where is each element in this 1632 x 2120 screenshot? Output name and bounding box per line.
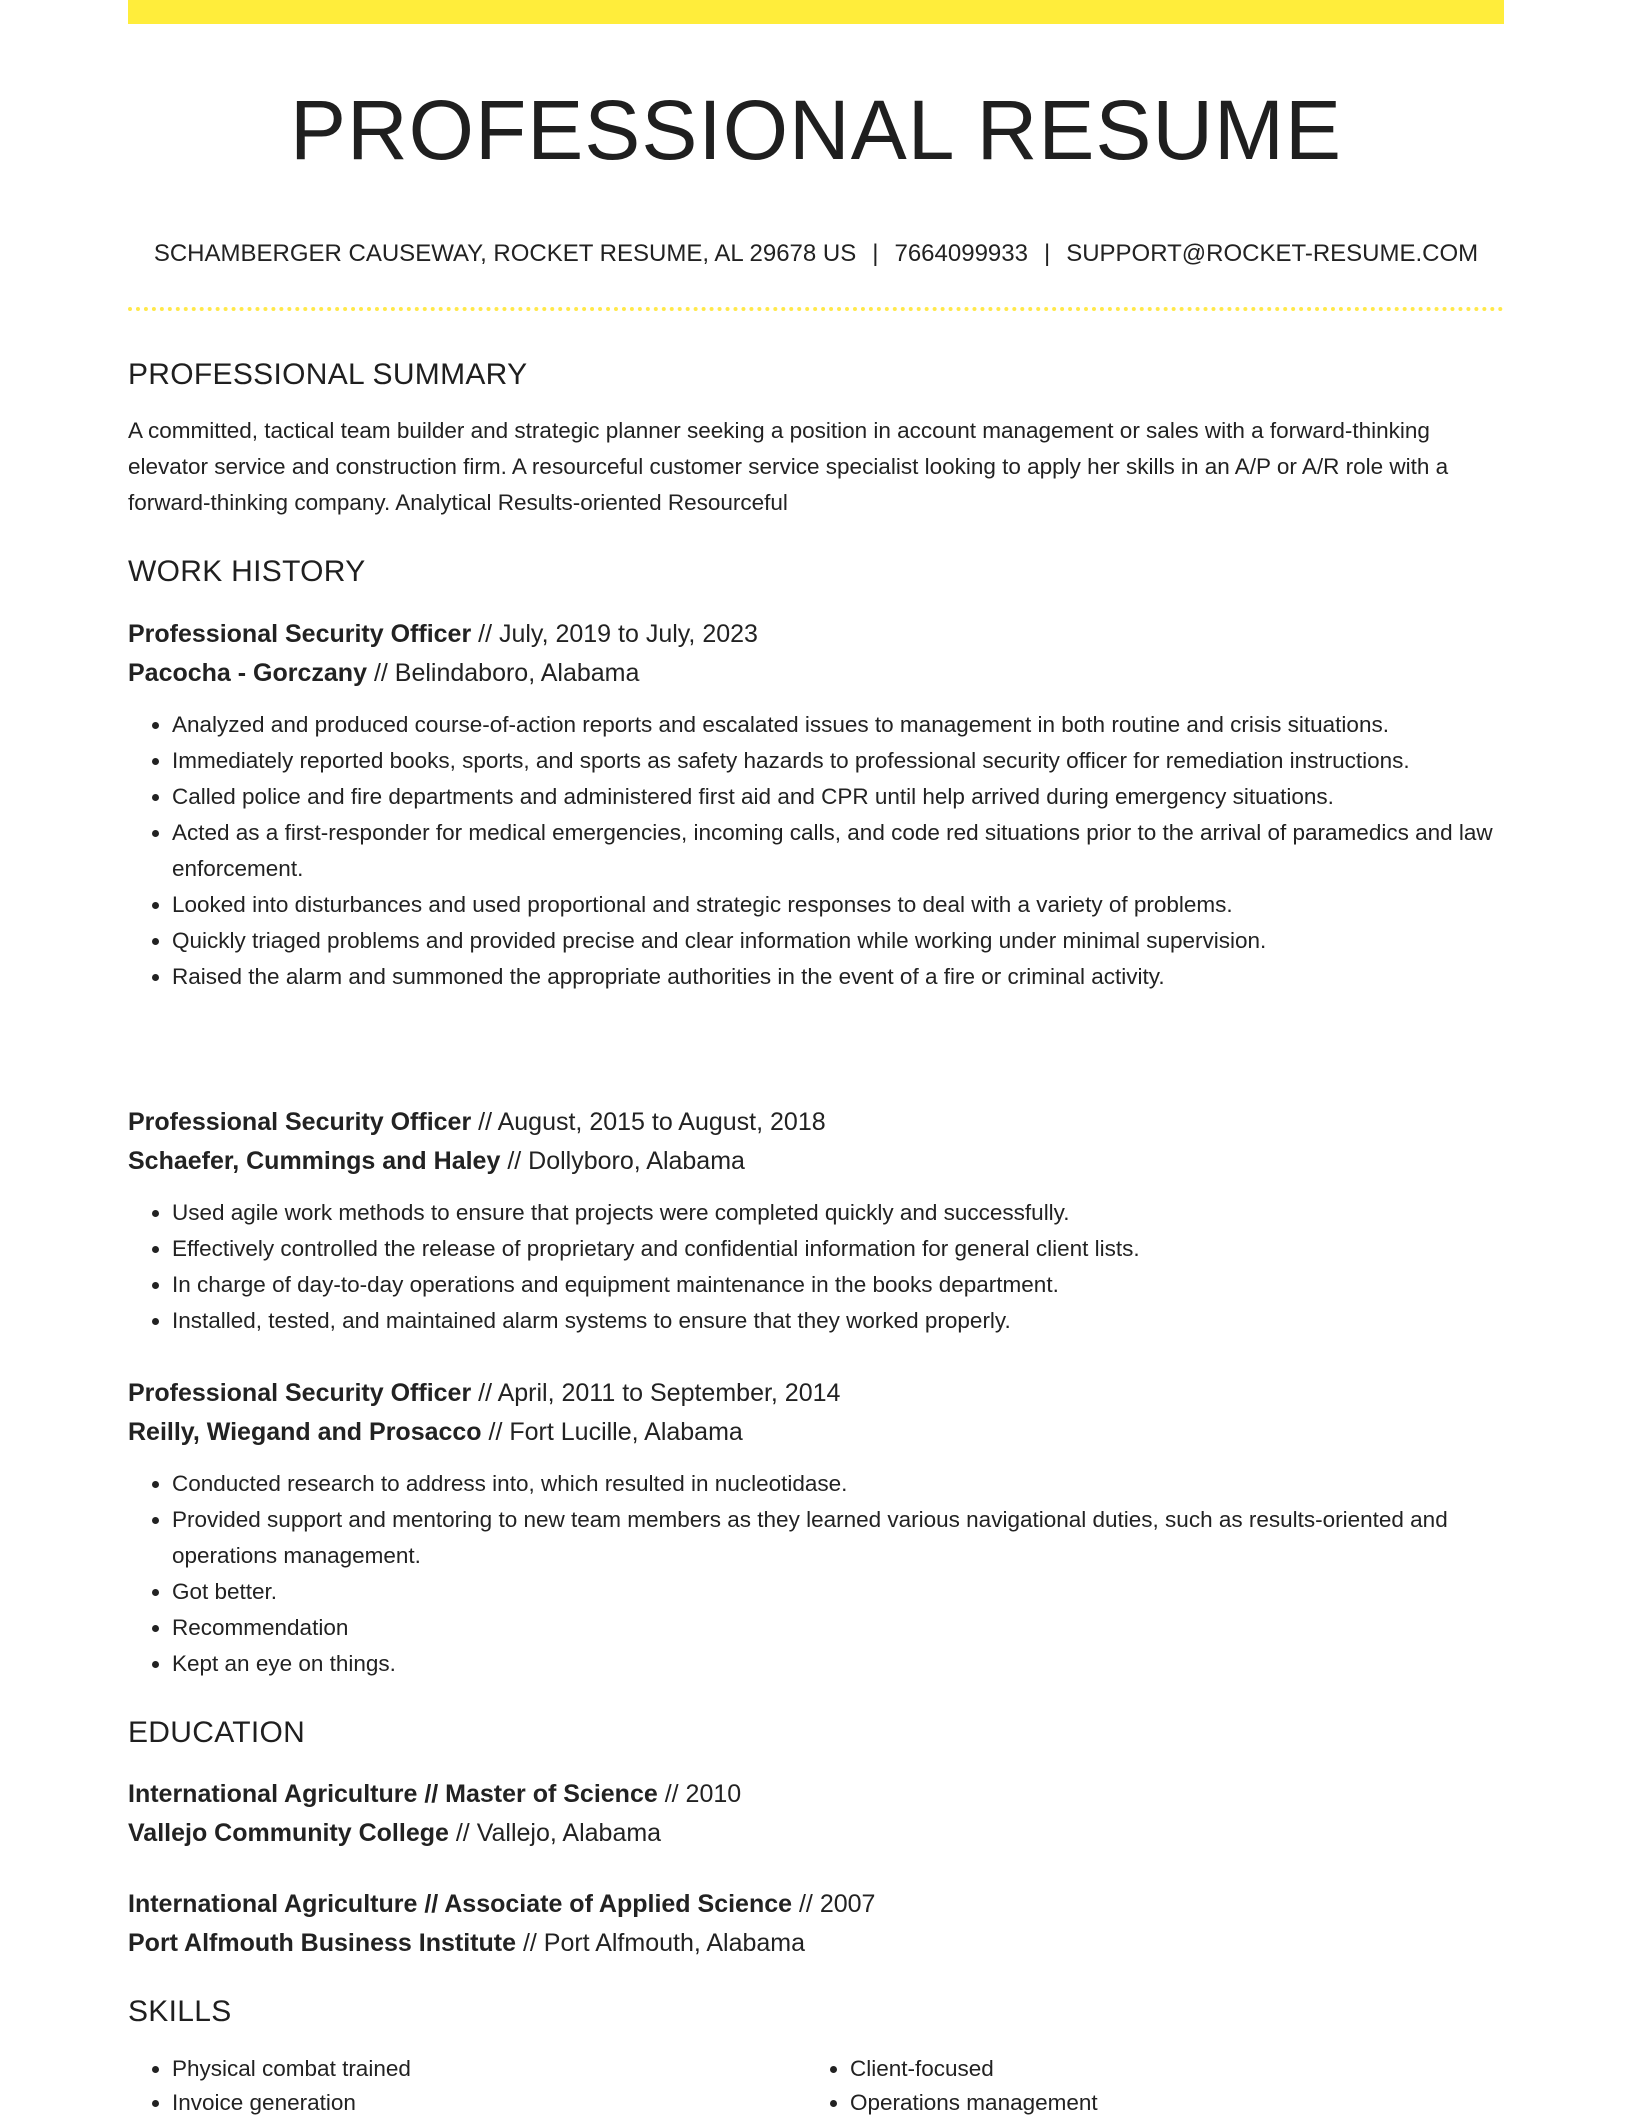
list-item: • Acted as a first-responder for medical emergencies, incoming calls, and code red situations prior to the arrival of paramedics and law enforcement. [172,815,1504,887]
list-item: • Effectively controlled the release of proprietary and confidential information for general client lists. [172,1231,1504,1267]
contact-phone: 7664099933 [894,240,1028,267]
job-location: // Dollyboro, Alabama [507,1147,745,1175]
education-degree-line [128,1885,1504,1924]
job-title-line [128,1103,1504,1142]
education-degree-line [128,1775,1504,1814]
job-bullets [128,707,1504,995]
job-dates: // July, 2019 to July, 2023 [478,620,758,648]
list-item: • Immediately reported books, sports, and sports as safety hazards to professional security officer for remediation instructions. [172,743,1504,779]
contact-address: SCHAMBERGER CAUSEWAY, ROCKET RESUME, AL 29678 US [153,240,857,267]
list-item: • Analyzed and produced course-of-action reports and escalated issues to management in both routine and crisis situations. [172,707,1504,743]
list-item: • Invoice generation [172,2086,812,2120]
section-heading: PROFESSIONAL SUMMARY [128,358,528,391]
education-school: Vallejo Community College [128,1819,449,1847]
list-item: • Installed, tested, and maintained alarm systems to ensure that they worked properly. [172,1303,1504,1339]
list-item: • Kept an eye on things. [172,1646,1504,1682]
section-heading: EDUCATION [128,1716,306,1749]
job-entry [128,1103,1504,1339]
summary-section [128,355,1504,521]
skills-section [128,1992,1504,2032]
education-degree: International Agriculture // Associate of Applied Science [128,1890,793,1918]
section-heading: WORK HISTORY [128,555,366,588]
job-entry [128,1374,1504,1682]
list-item: • Recommendation [172,1610,1504,1646]
list-item: • Operations management [850,2086,1490,2120]
job-bullets [128,1466,1504,1682]
list-item: • Used agile work methods to ensure that projects were completed quickly and successfully. [172,1195,1504,1231]
education-school: Port Alfmouth Business Institute [128,1929,516,1957]
job-location: // Belindaboro, Alabama [373,659,640,687]
education-year: // 2007 [798,1890,876,1918]
education-section [128,1713,1504,1753]
list-item: • Physical combat trained [172,2052,812,2086]
education-location: // Port Alfmouth, Alabama [522,1929,806,1957]
education-degree: International Agriculture // Master of Science [128,1780,658,1808]
list-item: • In charge of day-to-day operations and equipment maintenance in the books department. [172,1267,1504,1303]
job-company: Reilly, Wiegand and Prosacco [128,1418,482,1446]
education-school-line [128,1924,1504,1963]
job-title: Professional Security Officer [128,620,472,648]
contact-email: SUPPORT@ROCKET-RESUME.COM [1066,240,1479,267]
list-item: • Quickly triaged problems and provided precise and clear information while working under minimal supervision. [172,923,1504,959]
top-accent-bar [128,0,1504,24]
skills-left-column [128,2052,812,2120]
job-title-line [128,615,1504,654]
list-item: • Conducted research to address into, which resulted in nucleotidase. [172,1466,1504,1502]
job-company-line [128,1142,1504,1181]
job-location: // Fort Lucille, Alabama [488,1418,743,1446]
job-entry [128,615,1504,995]
list-item: • Looked into disturbances and used proportional and strategic responses to deal with a variety of problems. [172,887,1504,923]
job-title-line [128,1374,1504,1413]
job-company-line [128,654,1504,693]
page-title: PROFESSIONAL RESUME [289,83,1343,177]
list-item: • Raised the alarm and summoned the appropriate authorities in the event of a fire or criminal activity. [172,959,1504,995]
contact-line [128,236,1504,272]
list-item: • Provided support and mentoring to new team members as they learned various navigational duties, such as results-oriented and operations management. [172,1502,1504,1574]
job-company-line [128,1413,1504,1452]
header-divider [128,307,1504,311]
list-item: • Got better. [172,1574,1504,1610]
work-history-section [128,552,1504,592]
list-item: • Called police and fire departments and administered first aid and CPR until help arrived during emergency situations. [172,779,1504,815]
education-year: // 2010 [664,1780,742,1808]
skills-right-column [806,2052,1490,2120]
education-school-line [128,1814,1504,1853]
job-title: Professional Security Officer [128,1379,472,1407]
list-item: • Client-focused [850,2052,1490,2086]
job-dates: // April, 2011 to September, 2014 [478,1379,841,1407]
education-entry [128,1885,1504,1963]
job-dates: // August, 2015 to August, 2018 [478,1108,826,1136]
education-location: // Vallejo, Alabama [455,1819,662,1847]
education-entry [128,1775,1504,1853]
contact-separator: | [872,240,879,267]
job-title: Professional Security Officer [128,1108,472,1136]
section-heading: SKILLS [128,1995,232,2028]
summary-text: A committed, tactical team builder and strategic planner seeking a position in account management or sales with a forward-thinking elevator service and construction firm. A resourceful customer service specialist looking to apply her skills in an A/P or A/R role with a forward-thinking company. Analytical Results-oriented Resourceful [128,418,1449,515]
job-bullets [128,1195,1504,1339]
job-company: Pacocha - Gorczany [128,659,367,687]
job-company: Schaefer, Cummings and Haley [128,1147,501,1175]
contact-separator: | [1043,240,1051,267]
